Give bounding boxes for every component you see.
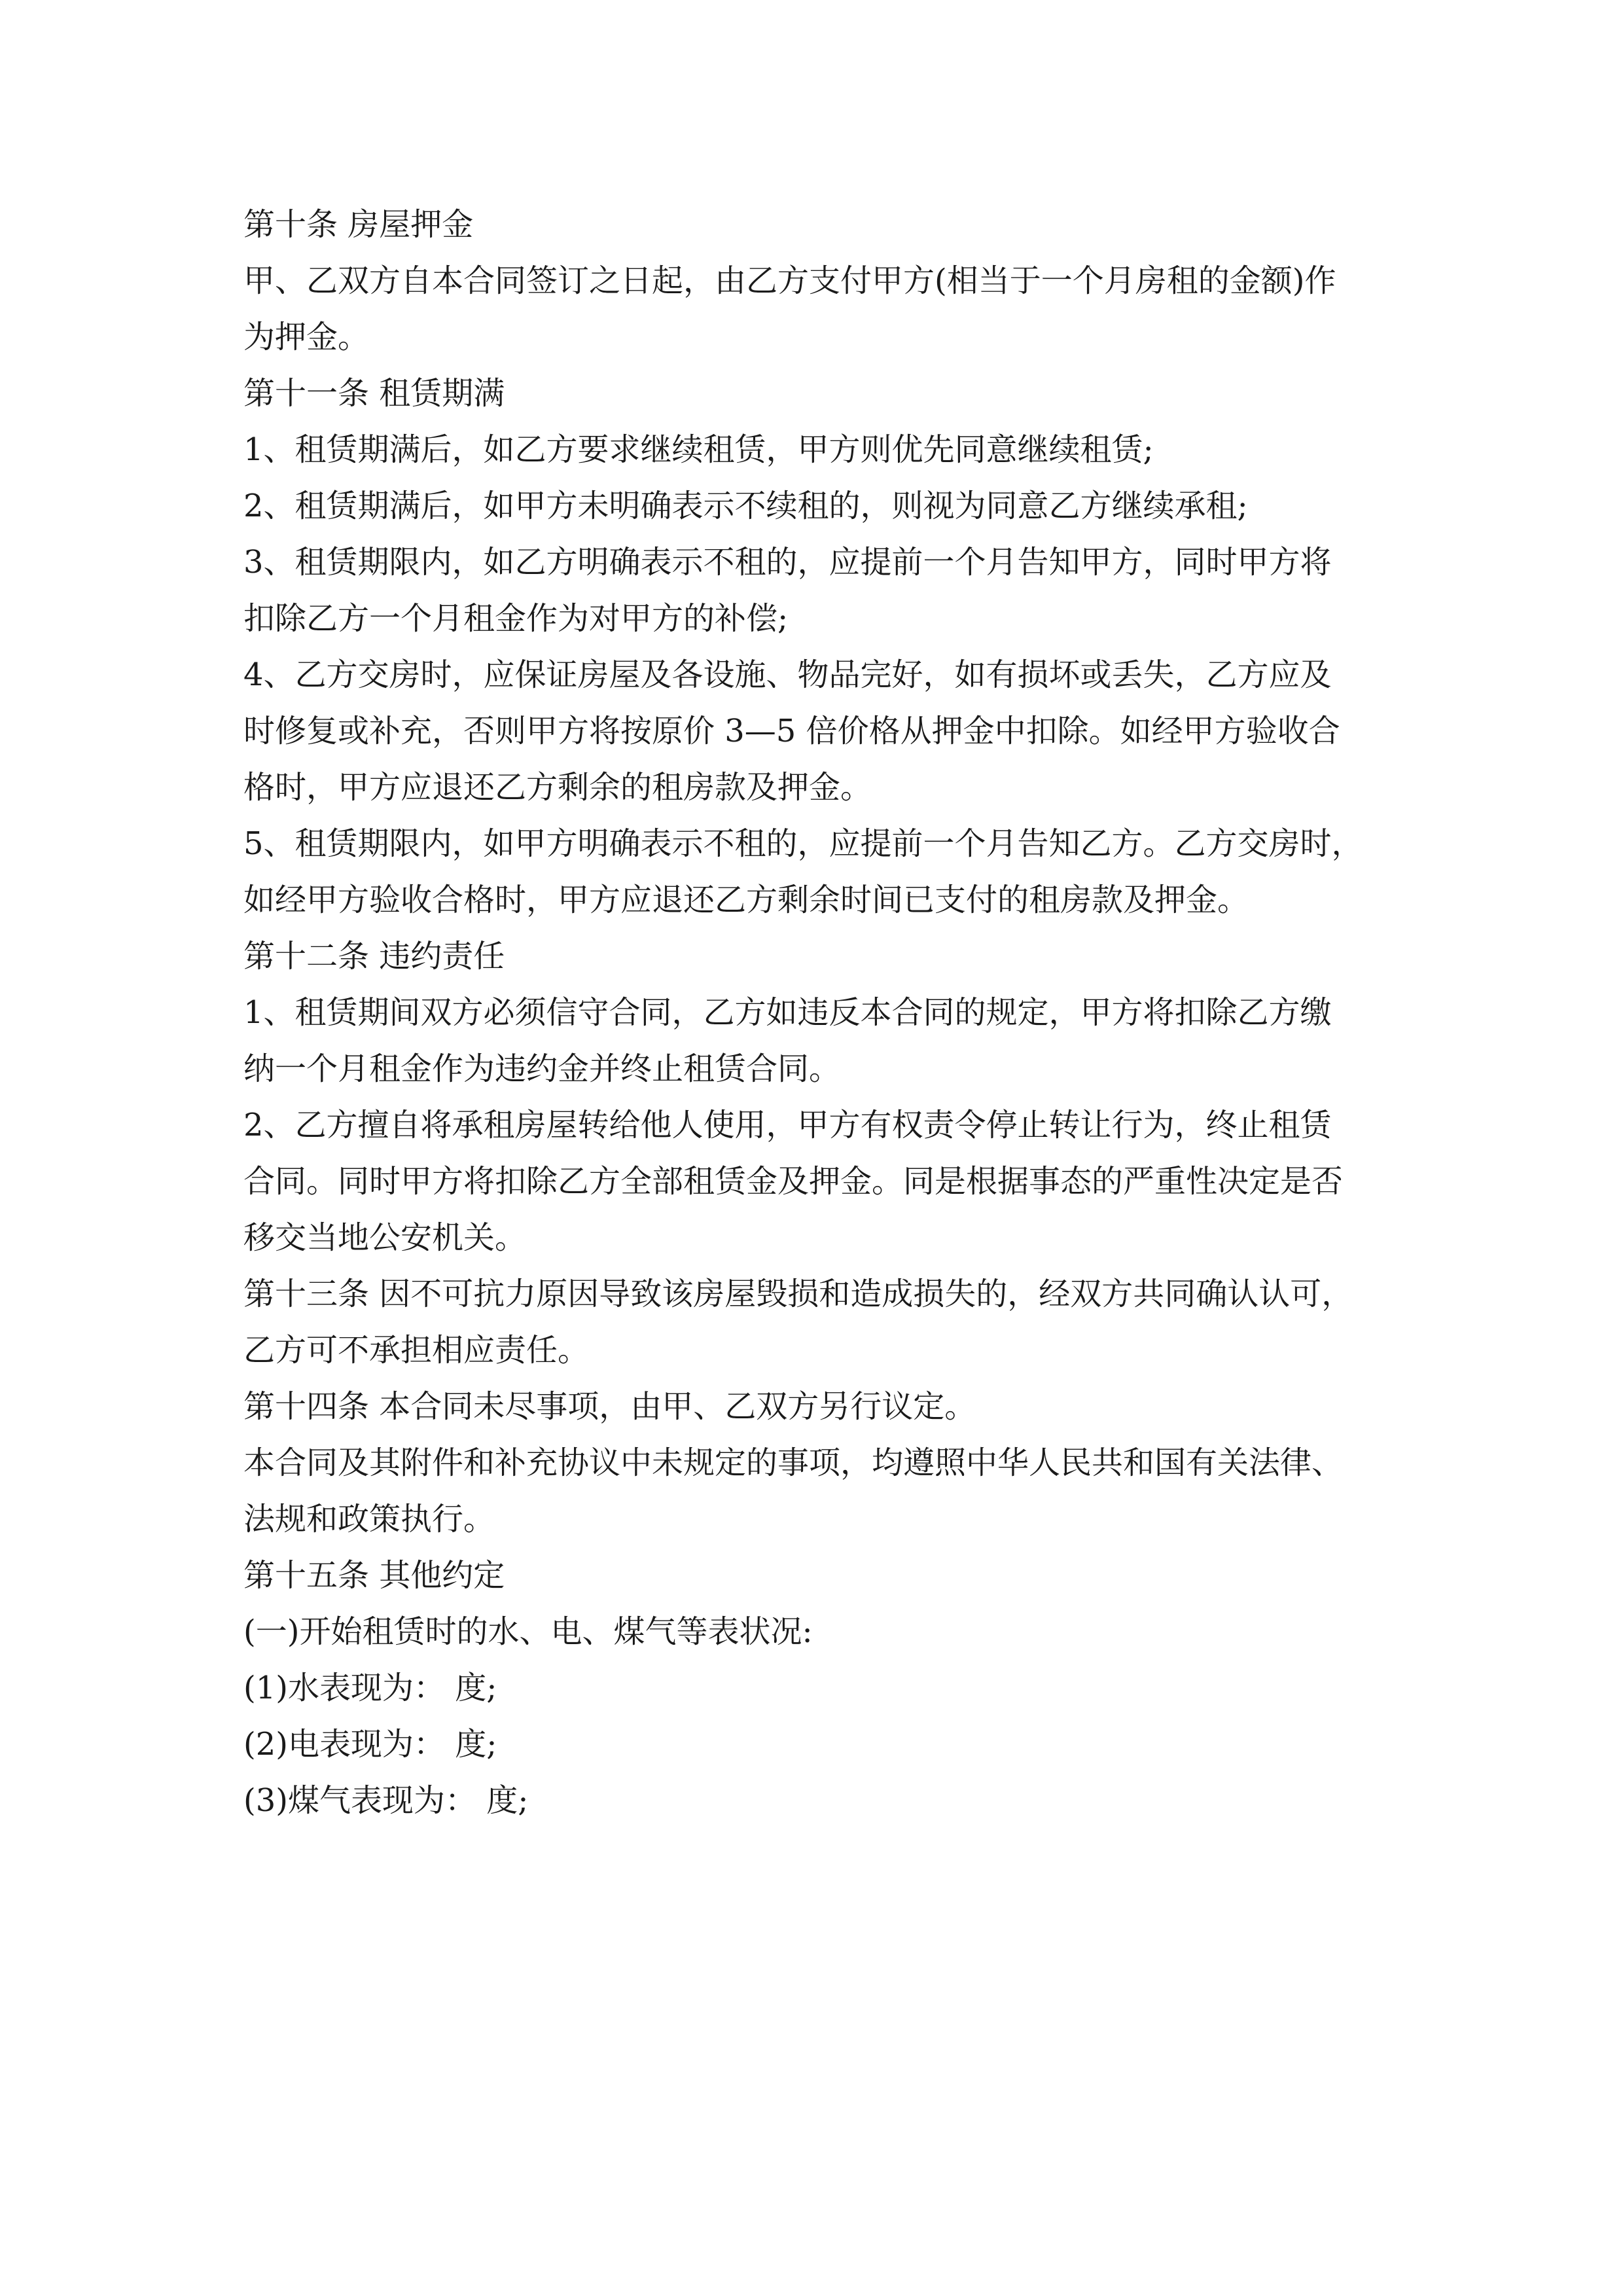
gas-meter-line: (3)煤气表现为： 度; (243, 1782, 529, 1819)
article-10-text-line: 甲、乙双方自本合同签订之日起，由乙方支付甲方(相当于一个月房租的金额)作 (243, 262, 1336, 299)
article-12-clause-2-cont: 移交当地公安机关。 (243, 1219, 527, 1256)
supplementary-text: 本合同及其附件和补充协议中未规定的事项，均遵照中华人民共和国有关法律、 (243, 1444, 1344, 1481)
article-11-clause-4: 4、乙方交房时，应保证房屋及各设施、物品完好，如有损坏或丢失，乙方应及 (243, 656, 1332, 693)
meter-status-intro: (一)开始租赁时的水、电、煤气等表状况: (243, 1613, 813, 1650)
article-11-clause-4-cont: 格时，甲方应退还乙方剩余的租房款及押金。 (243, 769, 872, 806)
article-12-clause-1: 1、租赁期间双方必须信守合同，乙方如违反本合同的规定，甲方将扣除乙方缴 (243, 994, 1332, 1031)
article-11-clause-3: 3、租赁期限内，如乙方明确表示不租的，应提前一个月告知甲方，同时甲方将 (243, 544, 1332, 581)
article-10-heading: 第十条 房屋押金 (243, 206, 474, 243)
article-13-text: 第十三条 因不可抗力原因导致该房屋毁损和造成损失的，经双方共同确认认可， (243, 1276, 1353, 1312)
document-body (243, 196, 1382, 1829)
article-11-heading: 第十一条 租赁期满 (243, 375, 505, 412)
article-11-clause-5: 5、租赁期限内，如甲方明确表示不租的，应提前一个月告知乙方。乙方交房时， (243, 825, 1363, 862)
article-12-clause-1-cont: 纳一个月租金作为违约金并终止租赁合同。 (243, 1050, 841, 1087)
water-meter-line: (1)水表现为： 度; (243, 1670, 497, 1706)
article-12-heading: 第十二条 违约责任 (243, 938, 505, 975)
article-12-clause-2-cont: 合同。同时甲方将扣除乙方全部租赁金及押金。同是根据事态的严重性决定是否 (243, 1163, 1344, 1200)
electric-meter-line: (2)电表现为： 度; (243, 1726, 497, 1763)
supplementary-text-cont: 法规和政策执行。 (243, 1501, 495, 1537)
article-15-heading: 第十五条 其他约定 (243, 1557, 505, 1594)
article-11-clause-4-cont: 时修复或补充，否则甲方将按原价 3—5 倍价格从押金中扣除。如经甲方验收合 (243, 713, 1340, 749)
article-12-clause-2: 2、乙方擅自将承租房屋转给他人使用，甲方有权责令停止转让行为，终止租赁 (243, 1107, 1332, 1143)
article-14-text: 第十四条 本合同未尽事项，由甲、乙双方另行议定。 (243, 1388, 976, 1425)
article-11-clause-3-cont: 扣除乙方一个月租金作为对甲方的补偿; (243, 600, 789, 637)
article-13-text-cont: 乙方可不承担相应责任。 (243, 1332, 590, 1369)
article-11-clause-2: 2、租赁期满后，如甲方未明确表示不续租的，则视为同意乙方继续承租; (243, 488, 1248, 524)
article-11-clause-1: 1、租赁期满后，如乙方要求继续租赁，甲方则优先同意继续租赁; (243, 431, 1154, 468)
article-11-clause-5-cont: 如经甲方验收合格时，甲方应退还乙方剩余时间已支付的租房款及押金。 (243, 882, 1249, 918)
article-10-text-line: 为押金。 (243, 319, 370, 355)
